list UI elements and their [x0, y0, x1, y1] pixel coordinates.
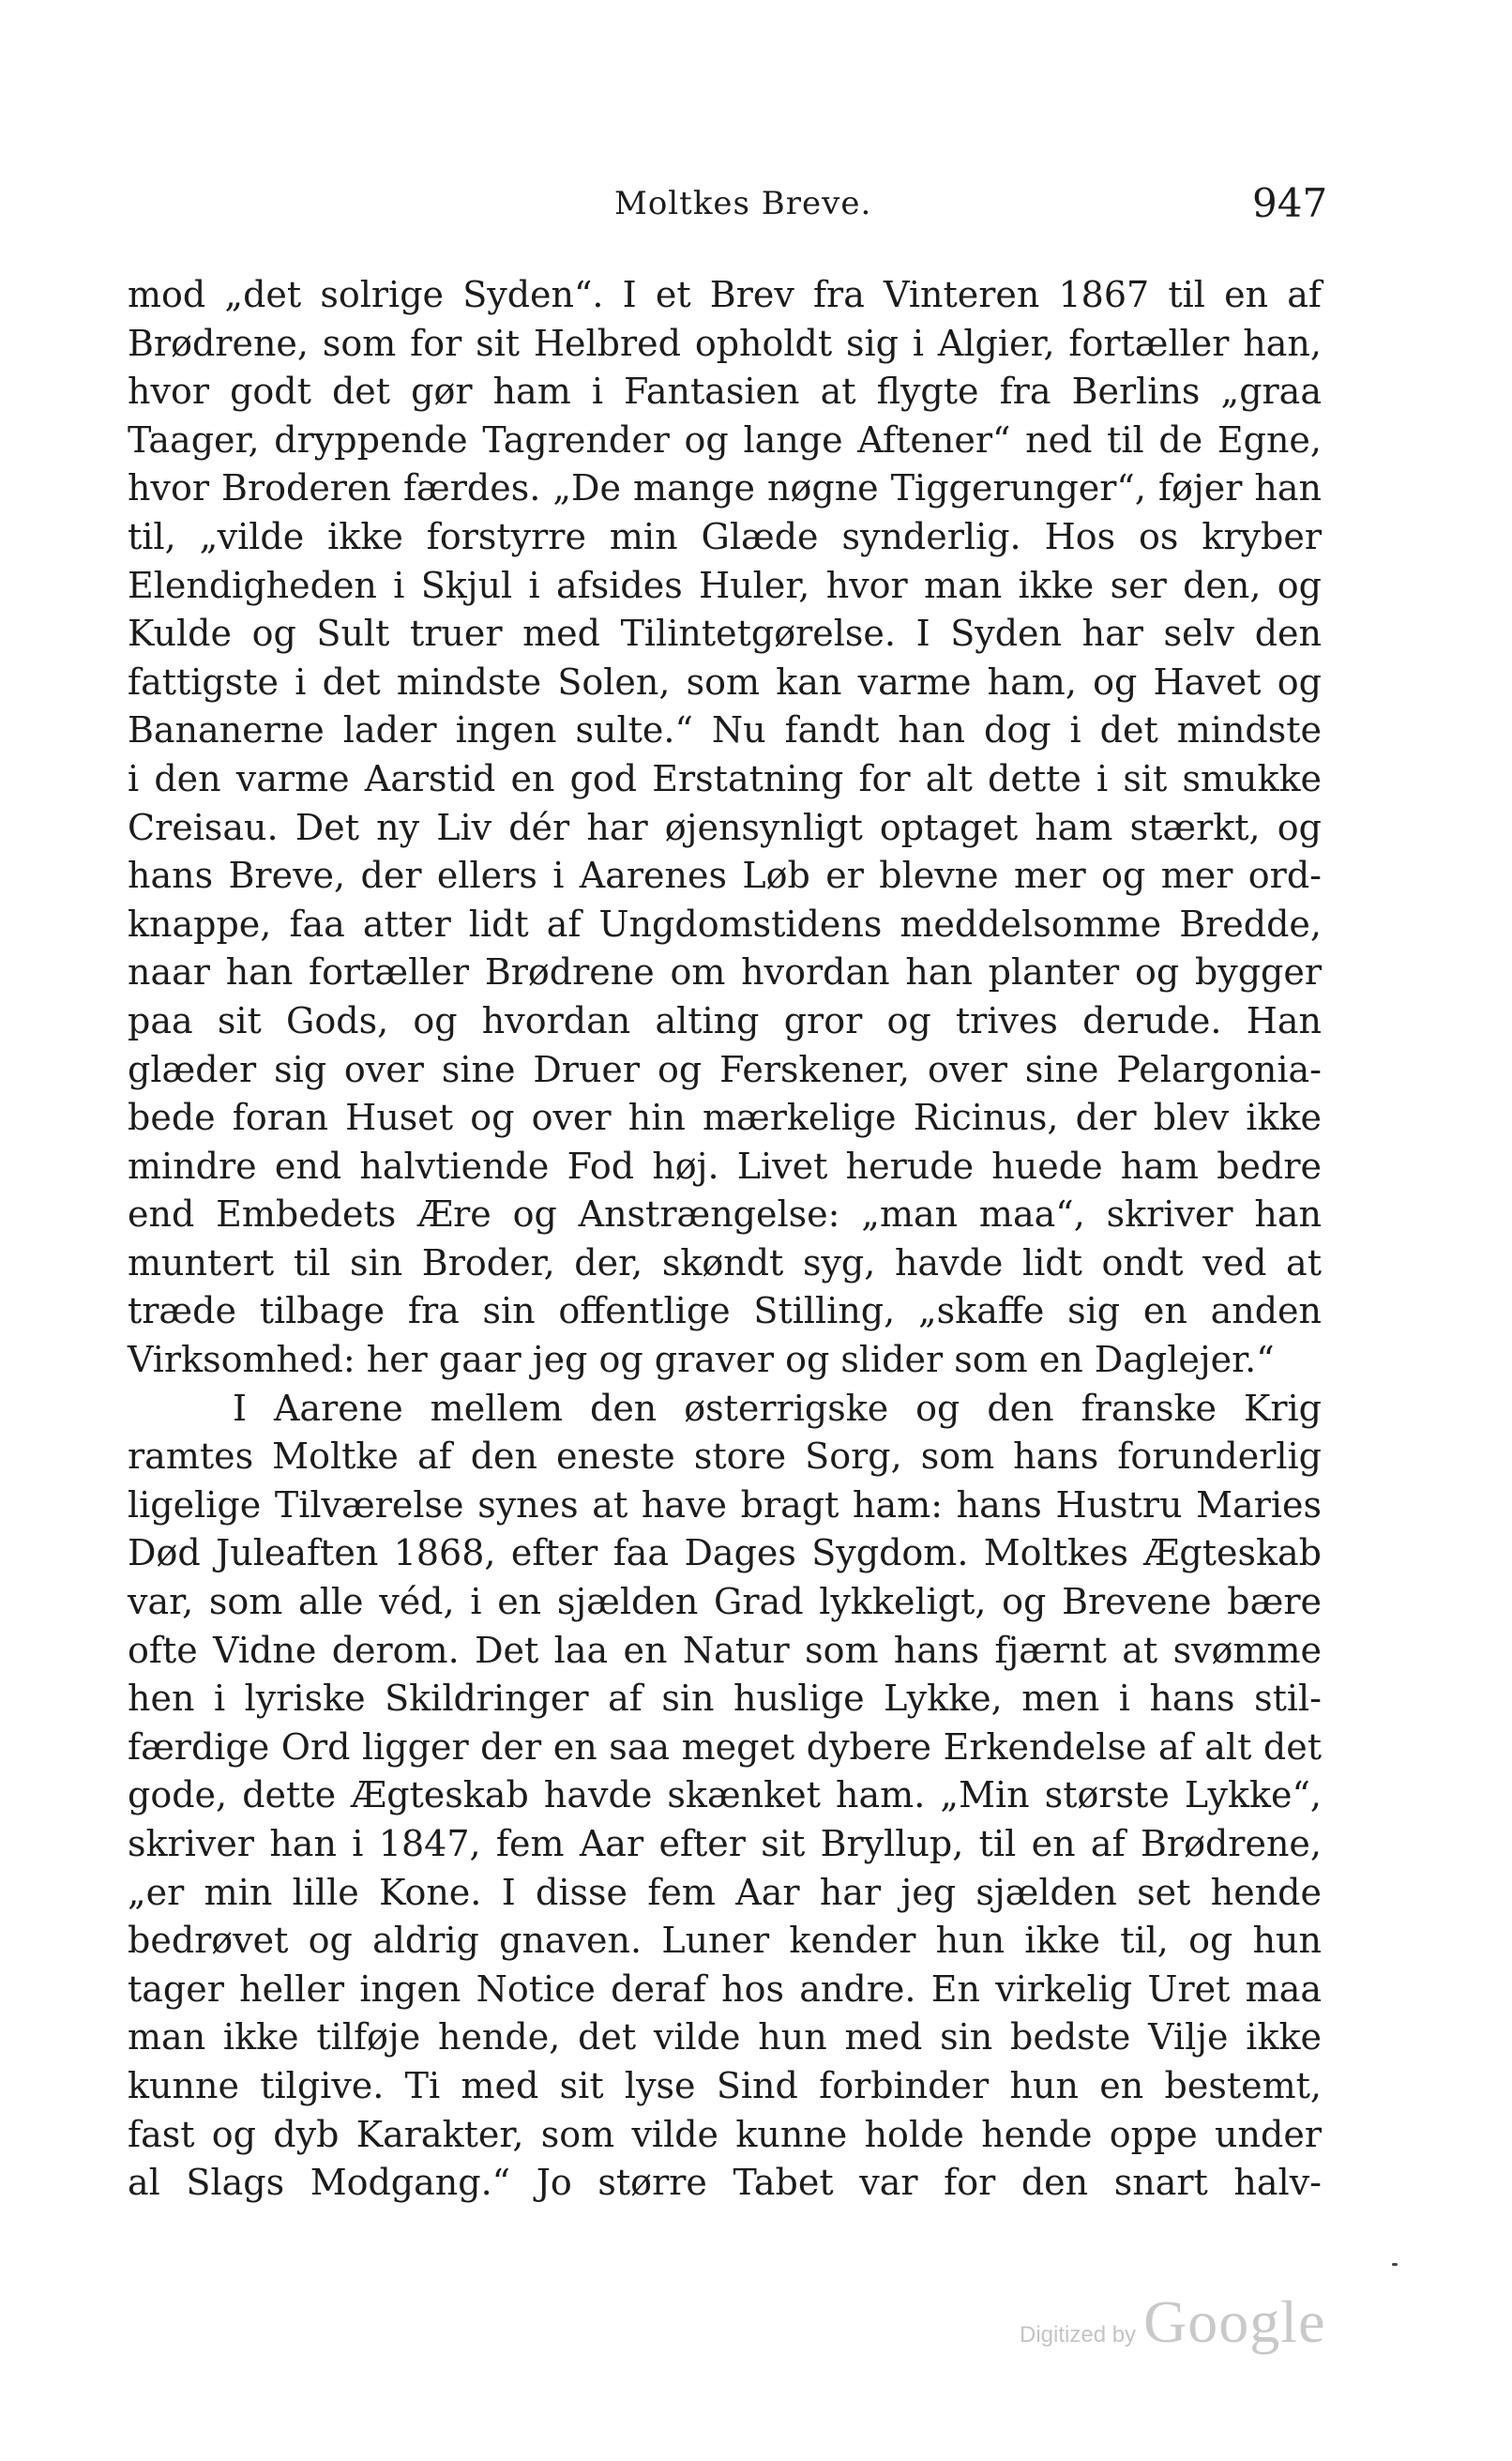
text-line: muntert til sin Broder, der, skøndt syg, havde lidt ondt ved at — [128, 1241, 1322, 1284]
text-line: Kulde og Sult truer med Tilintetgørelse. I Syden har selv den — [128, 613, 1322, 655]
text-line: Bananerne lader ingen sulte.“ Nu fandt han dog i det mindste — [128, 709, 1322, 752]
text-line: knappe, faa atter lidt af Ungdomstidens meddelsomme Bredde, — [128, 903, 1322, 945]
text-line: „er min lille Kone. I disse fem Aar har jeg sjælden set hende — [128, 1871, 1322, 1913]
page-number: 947 — [1252, 180, 1328, 226]
text-line: var, som alle véd, i en sjælden Grad lykkeligt, og Brevene bære — [128, 1581, 1322, 1623]
paragraph-start-line: I Aarene mellem den østerrigske og den franske Krig — [233, 1387, 1322, 1429]
body-text — [128, 271, 1322, 2208]
text-line: hen i lyriske Skildringer af sin huslige Lykke, men i hans stil- — [128, 1678, 1322, 1720]
text-line: ofte Vidne derom. Det laa en Natur som hans fjærnt at svømme — [128, 1629, 1322, 1671]
text-line: end Embedets Ære og Anstrængelse: „man maa“, skriver han — [128, 1193, 1322, 1236]
text-line: bedrøvet og aldrig gnaven. Luner kender hun ikke til, og hun — [128, 1920, 1322, 1962]
text-line: fattigste i det mindste Solen, som kan varme ham, og Havet og — [128, 661, 1322, 703]
text-line: Brødrene, som for sit Helbred opholdt sig i Algier, fortæller han, — [128, 322, 1322, 364]
text-line: Elendigheden i Skjul i afsides Huler, hvor man ikke ser den, og — [128, 564, 1322, 606]
text-line: bede foran Huset og over hin mærkelige Ricinus, der blev ikke — [128, 1097, 1322, 1139]
text-line: skriver han i 1847, fem Aar efter sit Bryllup, til en af Brødrene, — [128, 1823, 1322, 1864]
scan-speck — [1392, 2263, 1398, 2266]
text-line: Død Juleaften 1868, efter faa Dages Sygdom. Moltkes Ægteskab — [128, 1532, 1322, 1574]
text-line: til, „vilde ikke forstyrre min Glæde synderlig. Hos os kryber — [128, 515, 1322, 557]
text-line: mod „det solrige Syden“. I et Brev fra Vinteren 1867 til en af — [128, 274, 1322, 315]
text-line: træde tilbage fra sin offentlige Stilling, „skaffe sig en anden — [128, 1290, 1322, 1332]
google-logo: Google — [1143, 2288, 1326, 2355]
text-line: Creisau. Det ny Liv dér har øjensynligt optaget ham stærkt, og — [128, 806, 1322, 848]
text-line: glæder sig over sine Druer og Ferskener, over sine Pelargonia- — [128, 1048, 1322, 1090]
text-line: Taager, dryppende Tagrender og lange Aftener“ ned til de Egne, — [128, 418, 1322, 461]
text-line: hvor godt det gør ham i Fantasien at flygte fra Berlins „graa — [128, 371, 1322, 413]
text-line: gode, dette Ægteskab havde skænket ham. „Min største Lykke“, — [128, 1774, 1322, 1816]
text-line: paa sit Gods, og hvordan alting gror og trives derude. Han — [128, 999, 1322, 1041]
text-line: mindre end halvtiende Fod høj. Livet herude huede ham bedre — [128, 1145, 1322, 1187]
text-line: kunne tilgive. Ti med sit lyse Sind forbinder hun en bestemt, — [128, 2064, 1322, 2106]
paragraph-end-line: Virksomhed: her gaar jeg og graver og slider som en Daglejer.“ — [128, 1339, 1275, 1381]
text-line: man ikke tilføje hende, det vilde hun med sin bedste Vilje ikke — [128, 2016, 1322, 2058]
text-line: færdige Ord ligger der en saa meget dybere Erkendelse af alt det — [128, 1725, 1322, 1768]
digitized-by-label: Digitized by — [1020, 2322, 1137, 2347]
text-line: naar han fortæller Brødrene om hvordan han planter og bygger — [128, 951, 1322, 994]
running-title: Moltkes Breve. — [614, 185, 872, 222]
text-line: i den varme Aarstid en god Erstatning for alt dette i sit smukke — [128, 757, 1322, 799]
text-line: tager heller ingen Notice deraf hos andre. En virkelig Uret maa — [128, 1967, 1322, 2010]
text-line: fast og dyb Karakter, som vilde kunne holde hende oppe under — [128, 2113, 1322, 2155]
text-line: hans Breve, der ellers i Aarenes Løb er blevne mer og mer ord- — [128, 855, 1322, 897]
text-line: ramtes Moltke af den eneste store Sorg, som hans forunderlig — [128, 1436, 1322, 1478]
text-line: hvor Broderen færdes. „De mange nøgne Tiggerunger“, føjer han — [128, 467, 1322, 509]
text-line: al Slags Modgang.“ Jo større Tabet var for den snart halv- — [128, 2162, 1322, 2204]
text-line: ligelige Tilværelse synes at have bragt ham: hans Hustru Maries — [128, 1483, 1322, 1526]
digitized-watermark — [1020, 2287, 1325, 2357]
